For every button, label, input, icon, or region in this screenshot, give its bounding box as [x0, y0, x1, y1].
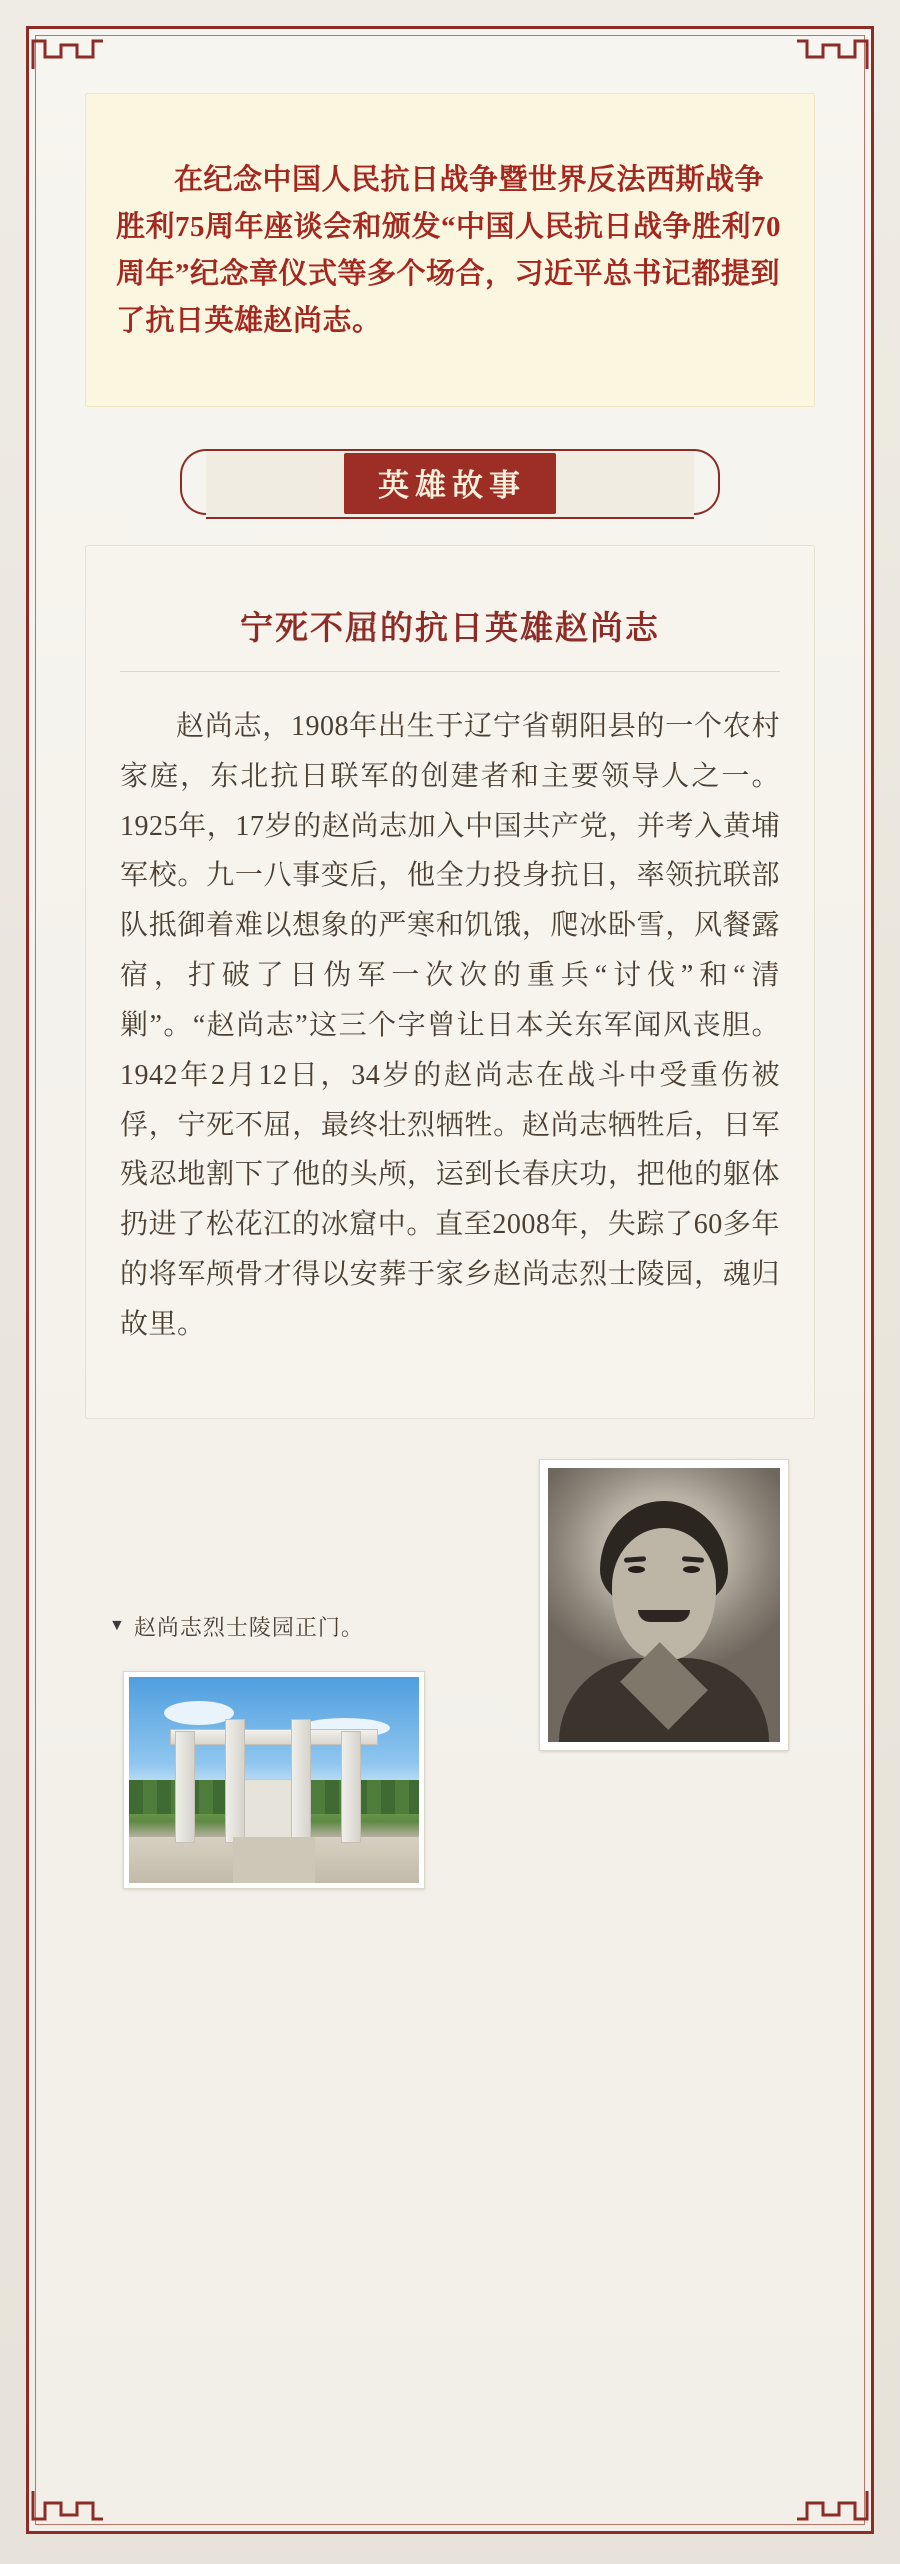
section-banner: [49, 449, 851, 519]
section-banner-frame: [206, 449, 694, 519]
corner-ornament-bottom-right-icon: [795, 2489, 869, 2529]
portrait-photo: [539, 1459, 789, 1751]
intro-quote-box: [85, 93, 815, 407]
triangle-marker-icon: ▼: [109, 1617, 126, 1635]
cloud-shape-1: [164, 1701, 234, 1725]
gate-pillar-3: [291, 1719, 311, 1843]
portrait-face-shape: [612, 1528, 716, 1660]
decorative-frame: [26, 26, 874, 2534]
cemetery-gate-image: [129, 1677, 419, 1883]
photo-caption-text: 赵尚志烈士陵园正门。: [133, 1614, 364, 1640]
media-section: [85, 1459, 815, 1859]
corner-ornament-top-left-icon: [31, 31, 105, 71]
cemetery-gate-photo: [123, 1671, 425, 1889]
story-title: 宁死不屈的抗日英雄赵尚志: [120, 602, 780, 672]
gate-pillar-4: [341, 1731, 361, 1843]
gate-pillar-1: [175, 1731, 195, 1843]
story-card: [85, 545, 815, 1419]
intro-quote-text: 在纪念中国人民抗日战争暨世界反法西斯战争胜利75周年座谈会和颁发“中国人民抗日战争胜利70周年”纪念章仪式等多个场合，习近平总书记都提到了抗日英雄赵尚志。: [116, 164, 782, 337]
gate-pillar-2: [225, 1719, 245, 1843]
portrait-photo-image: [548, 1468, 780, 1742]
corner-ornament-top-right-icon: [795, 31, 869, 71]
corner-ornament-bottom-left-icon: [31, 2489, 105, 2529]
walkway-shape: [233, 1837, 314, 1883]
story-body-text: 赵尚志，1908年出生于辽宁省朝阳县的一个农村家庭，东北抗日联军的创建者和主要领导人之一。1925年，17岁的赵尚志加入中国共产党，并考入黄埔军校。九一八事变后，他全力投身抗日，率领抗联部队抵御着难以想象的严寒和饥饿，爬冰卧雪，风餐露宿，打破了日伪军一次次的重兵“讨伐”和“清剿”。“赵尚志”这三个字曾让日本关东军闻风丧胆。1942年2月12日，34岁的赵尚志在战斗中受重伤被俘，宁死不屈，最终壮烈牺牲。赵尚志牺牲后，日军残忍地割下了他的头颅，运到长春庆功，把他的躯体扔进了松花江的冰窟中。直至2008年，失踪了60多年的将军颅骨才得以安葬于家乡赵尚志烈士陵园，魂归故里。: [120, 710, 780, 1340]
photo-caption: [109, 1611, 364, 1642]
section-banner-label: 英雄故事: [344, 453, 556, 514]
portrait-mouth: [638, 1610, 690, 1622]
